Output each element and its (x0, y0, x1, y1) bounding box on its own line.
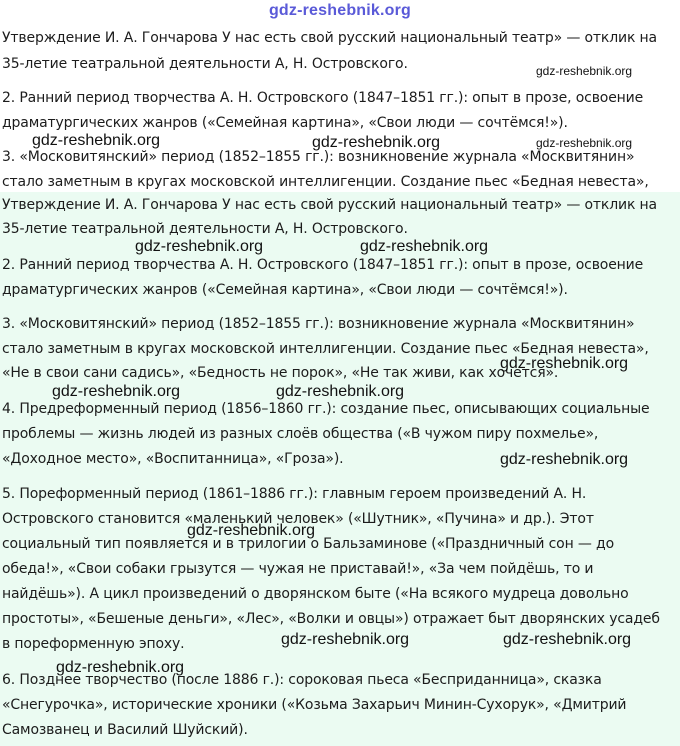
text-line: обеда!», «Свои собаки грызутся — чужая не приставай!», «За чем пойдёшь, то и (2, 561, 594, 577)
watermark: gdz-reshebnik.org (500, 451, 629, 468)
watermark: gdz-reshebnik.org (500, 355, 629, 372)
text-line: драматургических жанров («Семейная картина», «Свои люди — сочтёмся!»). (2, 115, 568, 131)
text-line: 3. «Московитянский» период (1852–1855 гг.): возникновение журнала «Москвитянин» (2, 316, 635, 332)
text-line: 6. Позднее творчество (после 1886 г.): сороковая пьеса «Бесприданница», сказка (2, 672, 602, 688)
text-line: найдёшь»). А цикл произведений о дворянском быте («На всякого мудреца довольно (2, 586, 629, 602)
text-line: 35-летие театральной деятельности А, Н. Островского. (2, 221, 408, 237)
text-line: «Доходное место», «Воспитанница», «Гроза»). (2, 451, 344, 467)
watermark: gdz-reshebnik.org (312, 134, 441, 151)
text-line: стало заметным в кругах московской интеллигенции. Создание пьес «Бедная невеста», (2, 341, 649, 357)
text-line: 2. Ранний период творчества А. Н. Островского (1847–1851 гг.): опыт в прозе, освоение (2, 257, 644, 273)
text-line: 3. «Московитянский» период (1852–1855 гг.): возникновение журнала «Москвитянин» (2, 149, 635, 165)
watermark: gdz-reshebnik.org (536, 136, 633, 150)
text-line: 4. Предреформенный период (1856–1860 гг.): создание пьес, описывающих социальные (2, 401, 650, 417)
text-line: Самозванец и Василий Шуйский). (2, 722, 248, 738)
text-line: драматургических жанров («Семейная картина», «Свои люди — сочтёмся!»). (2, 282, 568, 298)
watermark: gdz-reshebnik.org (56, 659, 185, 676)
text-line: в пореформенную эпоху. (2, 636, 185, 652)
text-line: «Снегурочка», исторические хроники («Козьма Захарьич Минин-Сухорук», «Дмитрий (2, 697, 627, 713)
text-line: простоты», «Бешеные деньги», «Лес», «Волки и овцы») отражает быт дворянских усадеб (2, 611, 660, 627)
watermark: gdz-reshebnik.org (187, 522, 316, 539)
watermark: gdz-reshebnik.org (536, 64, 633, 78)
text-line: стало заметным в кругах московской интеллигенции. Создание пьес «Бедная невеста», (2, 174, 649, 190)
text-line: Утверждение И. А. Гончарова У нас есть свой русский национальный театр» — отклик на (2, 30, 657, 46)
text-line: «Не в свои сани садись», «Бедность не порок», «Не так живи, как хочется». (2, 365, 559, 381)
text-line: проблемы — жизнь людей из разных слоёв общества («В чужом пиру похмелье», (2, 426, 599, 442)
text-line: социальный тип появляется и в трилогии о Бальзаминове («Праздничный сон — до (2, 536, 614, 552)
watermark: gdz-reshebnik.org (503, 631, 632, 648)
site-link[interactable]: gdz-reshebnik.org (268, 2, 412, 19)
watermark: gdz-reshebnik.org (281, 631, 410, 648)
watermark: gdz-reshebnik.org (360, 238, 489, 255)
text-line: 5. Пореформенный период (1861–1886 гг.): главным героем произведений А. Н. (2, 486, 587, 502)
watermark: gdz-reshebnik.org (135, 238, 264, 255)
text-line: Утверждение И. А. Гончарова У нас есть свой русский национальный театр» — отклик на (2, 197, 657, 213)
top-text-band (0, 22, 680, 192)
text-line: Островского становится «маленький человек» («Шутник», «Пучина» и др.). Этот (2, 511, 594, 527)
text-line: 2. Ранний период творчества А. Н. Островского (1847–1851 гг.): опыт в прозе, освоение (2, 90, 644, 106)
watermark: gdz-reshebnik.org (52, 383, 181, 400)
watermark: gdz-reshebnik.org (276, 383, 405, 400)
text-line: 35-летие театральной деятельности А, Н. Островского. (2, 56, 408, 72)
watermark: gdz-reshebnik.org (32, 132, 161, 149)
